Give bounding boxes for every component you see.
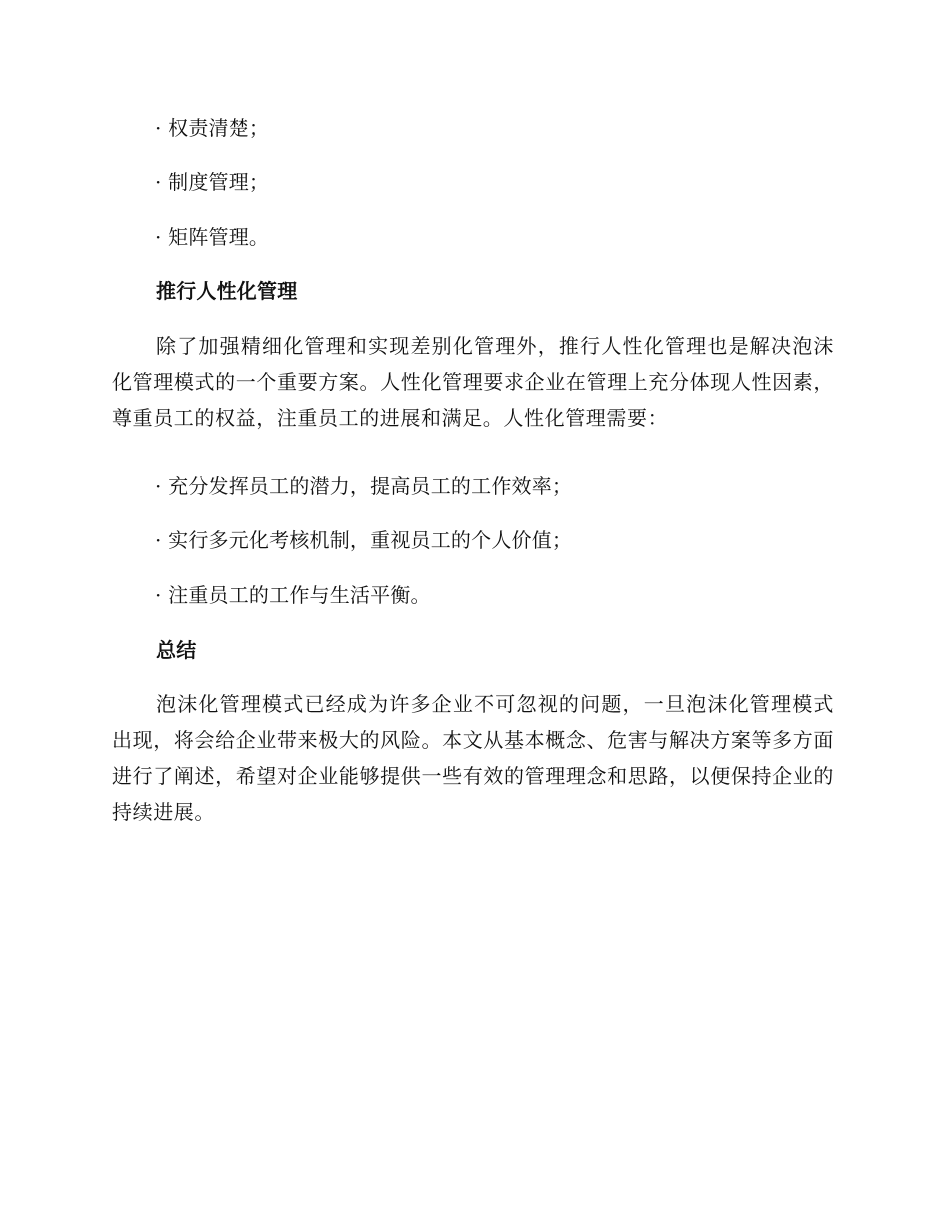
list-item: · 矩阵管理。 [155,225,270,249]
section-heading-humanized-management: 推行人性化管理 [156,279,298,303]
section-heading-summary: 总结 [156,638,197,662]
list-item: · 实行多元化考核机制，重视员工的个人价值； [155,528,573,552]
list-item: · 充分发挥员工的潜力，提高员工的工作效率； [155,474,573,498]
list-item: · 注重员工的工作与生活平衡。 [155,583,431,607]
paragraph-summary: 泡沫化管理模式已经成为许多企业不可忽视的问题，一旦泡沫化管理模式出现，将会给企业带来极大的风险。本文从基本概念、危害与解决方案等多方面进行了阐述，希望对企业能够提供一些有效的管理理念和思路，以便保持企业的持续进展。 [112,692,834,824]
list-item: · 制度管理； [155,170,270,194]
list-item: · 权责清楚； [155,116,270,140]
paragraph-humanized-management: 除了加强精细化管理和实现差别化管理外，推行人性化管理也是解决泡沫化管理模式的一个重要方案。人性化管理要求企业在管理上充分体现人性因素，尊重员工的权益，注重员工的进展和满足。人性化管理需要： [112,334,834,430]
